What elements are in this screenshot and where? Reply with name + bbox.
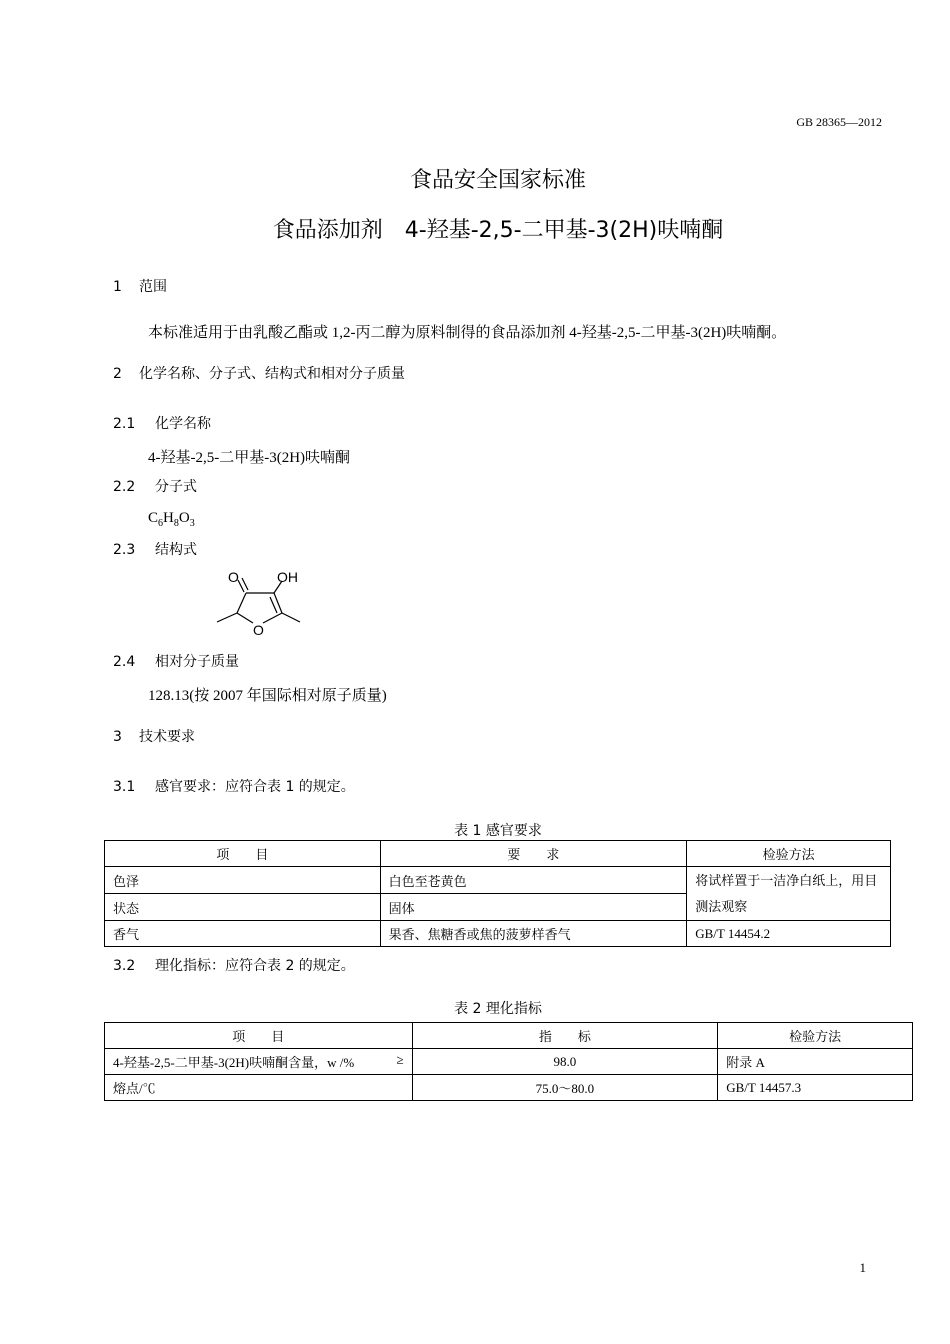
cell-method: GB/T 14454.2 bbox=[687, 921, 891, 947]
chemical-name: 4-羟基-2,5-二甲基-3(2H)呋喃酮 bbox=[148, 450, 351, 466]
standard-number: GB 28365—2012 bbox=[796, 115, 882, 129]
section-number: 2.3 bbox=[113, 542, 136, 558]
cell-value: 75.0～80.0 bbox=[412, 1075, 718, 1101]
molecular-formula: $C_6H_8O_3$ bbox=[148, 510, 195, 529]
table-header-row bbox=[105, 1023, 913, 1049]
bond-o1-c2 bbox=[237, 613, 253, 623]
cell-method-merged: 将试样置于一洁净白纸上，用目测法观察 bbox=[687, 867, 891, 921]
cell-item: 熔点/℃ bbox=[105, 1075, 413, 1101]
section-3-heading bbox=[113, 726, 195, 746]
section-title: 相对分子质量 bbox=[155, 654, 239, 670]
cell-method: 附录 A bbox=[718, 1049, 913, 1075]
section-2-3-heading bbox=[113, 539, 197, 559]
section-number: 3.1 bbox=[113, 779, 136, 795]
section-title: 分子式 bbox=[155, 479, 197, 495]
header-item: 项 目 bbox=[105, 1023, 413, 1049]
section-number: 2.4 bbox=[113, 654, 136, 670]
cell-symbol: ≥ bbox=[396, 1052, 404, 1067]
section-2-2-heading bbox=[113, 476, 197, 496]
atom-ring-oxygen: O bbox=[253, 622, 264, 638]
section-2-heading bbox=[113, 363, 405, 383]
section-1-text: 本标准适用于由乳酸乙酯或 1,2-丙二醇为原料制得的食品添加剂 4-羟基-2,5-二甲基-3(2H)呋喃酮。 bbox=[148, 325, 787, 341]
header-requirement: 要 求 bbox=[380, 841, 687, 867]
bond-c2-methyl bbox=[217, 613, 237, 622]
section-title: 化学名称 bbox=[155, 416, 211, 432]
table-row bbox=[105, 921, 891, 947]
cell-method: GB/T 14457.3 bbox=[718, 1075, 913, 1101]
molecular-mass: 128.13(按 2007 年国际相对原子质量) bbox=[148, 688, 387, 704]
section-title: 感官要求：应符合表 1 的规定。 bbox=[155, 779, 355, 795]
section-title: 化学名称、分子式、结构式和相对分子质量 bbox=[139, 366, 405, 382]
table-1 bbox=[104, 840, 891, 947]
bond-c5-o1 bbox=[263, 613, 282, 623]
cell-requirement: 固体 bbox=[380, 894, 687, 921]
structural-formula bbox=[210, 565, 310, 641]
table-header-row bbox=[105, 841, 891, 867]
atom-ketone-oxygen: O bbox=[228, 569, 239, 585]
section-title: 理化指标：应符合表 2 的规定。 bbox=[155, 958, 355, 974]
section-2-1-heading bbox=[113, 413, 211, 433]
cell-requirement: 白色至苍黄色 bbox=[380, 867, 687, 894]
header-method: 检验方法 bbox=[718, 1023, 913, 1049]
cell-item: 4-羟基-2,5-二甲基-3(2H)呋喃酮含量，w /% ≥ bbox=[105, 1049, 413, 1075]
section-number: 2.2 bbox=[113, 479, 136, 495]
table-row bbox=[105, 1049, 913, 1075]
table-row bbox=[105, 867, 891, 894]
section-number: 2 bbox=[113, 366, 122, 382]
page-subtitle: 食品添加剂 4-羟基-2,5-二甲基-3(2H)呋喃酮 bbox=[272, 218, 724, 243]
section-number: 3 bbox=[113, 729, 122, 745]
cell-item: 香气 bbox=[105, 921, 381, 947]
section-3-2-heading bbox=[113, 955, 355, 975]
cell-requirement: 果香、焦糖香或焦的菠萝样香气 bbox=[380, 921, 687, 947]
bond-c3-o-double-b bbox=[242, 578, 248, 590]
section-title: 技术要求 bbox=[139, 729, 195, 745]
section-3-1-heading bbox=[113, 776, 355, 796]
section-number: 1 bbox=[113, 279, 122, 295]
bond-c5-methyl bbox=[282, 613, 300, 622]
section-2-4-heading bbox=[113, 651, 239, 671]
bond-c3-o-double-a bbox=[238, 580, 244, 592]
section-title: 结构式 bbox=[155, 542, 197, 558]
header-method: 检验方法 bbox=[687, 841, 891, 867]
section-number: 2.1 bbox=[113, 416, 136, 432]
page-title: 食品安全国家标准 bbox=[409, 168, 586, 193]
cell-item: 色泽 bbox=[105, 867, 381, 894]
header-item: 项 目 bbox=[105, 841, 381, 867]
table-1-caption: 表 1 感官要求 bbox=[454, 823, 542, 839]
section-1-heading bbox=[113, 276, 167, 296]
atom-hydroxyl: OH bbox=[277, 569, 298, 585]
cell-item: 状态 bbox=[105, 894, 381, 921]
cell-value: 98.0 bbox=[412, 1049, 718, 1075]
bond-c2-c3 bbox=[237, 593, 246, 613]
table-row bbox=[105, 1075, 913, 1101]
section-title: 范围 bbox=[139, 279, 167, 295]
section-number: 3.2 bbox=[113, 958, 136, 974]
header-value: 指 标 bbox=[412, 1023, 718, 1049]
table-2 bbox=[104, 1022, 913, 1101]
table-2-caption: 表 2 理化指标 bbox=[454, 1001, 542, 1017]
page-number: 1 bbox=[859, 1260, 866, 1275]
